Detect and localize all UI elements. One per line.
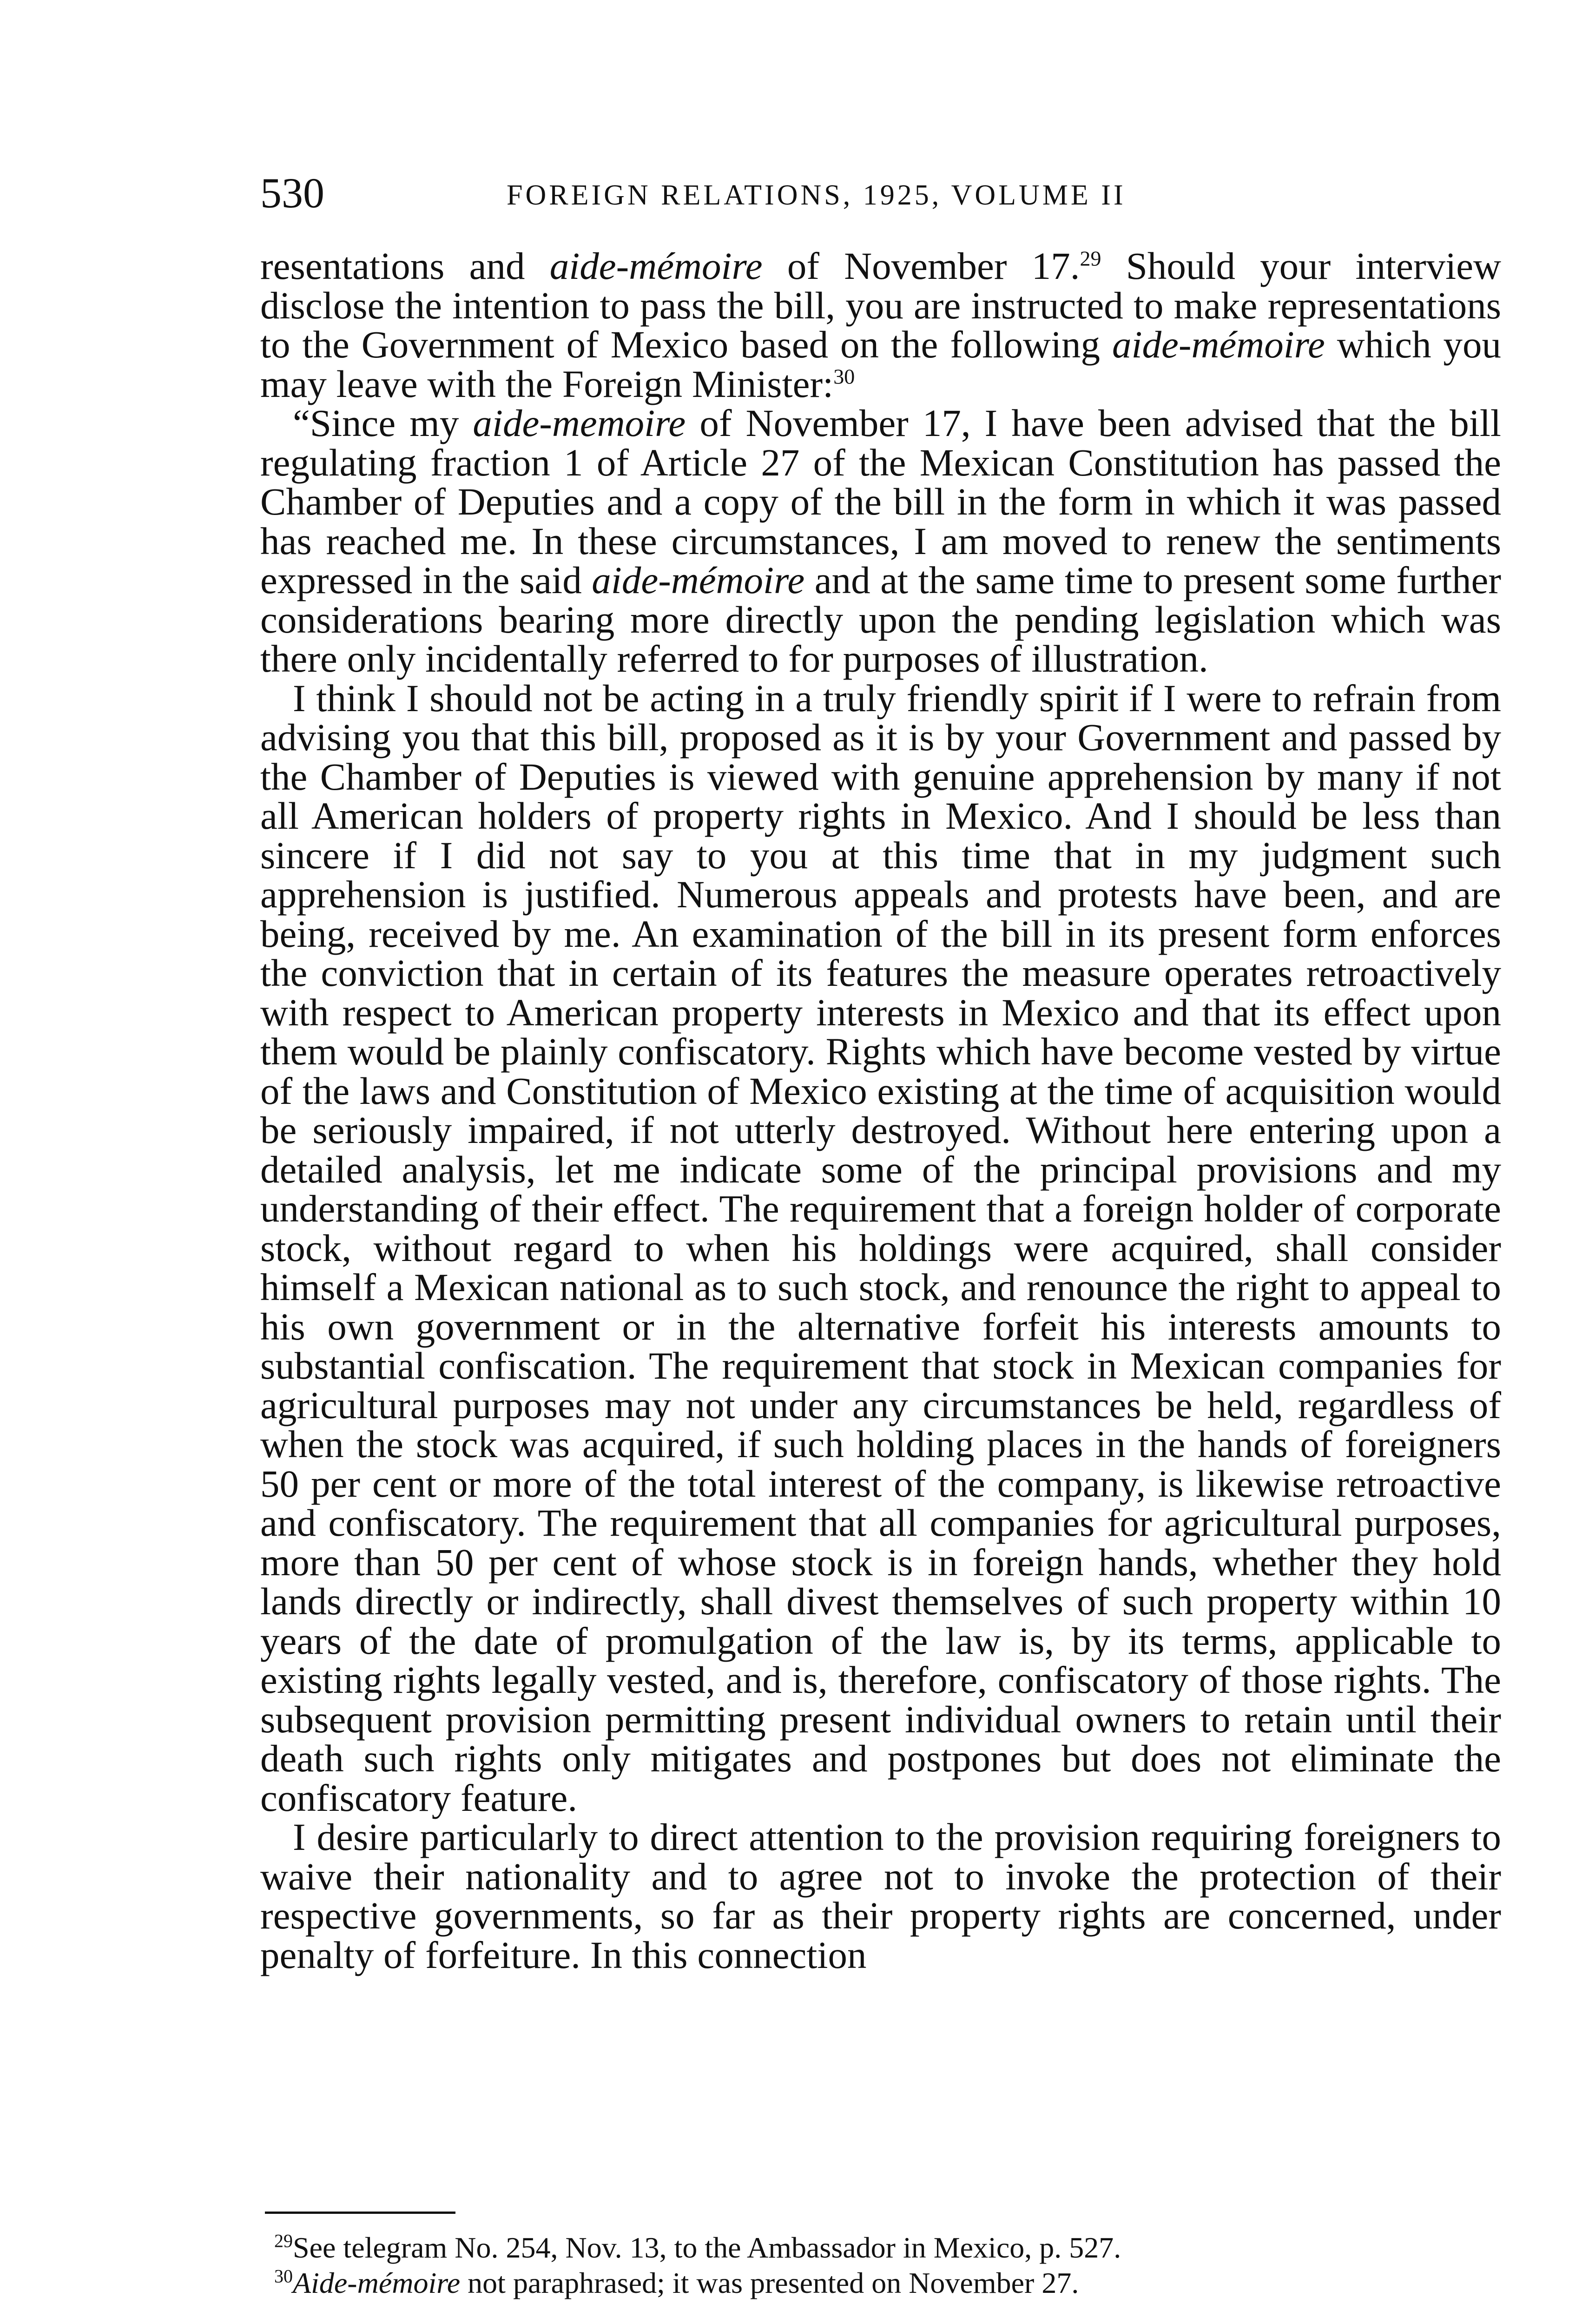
paragraph-instructions	[260, 246, 1501, 403]
page-header	[260, 167, 1496, 218]
italic-term: aide-mémoire	[1112, 323, 1325, 366]
paragraph-quote-opening	[260, 403, 1501, 679]
footnotes	[274, 2230, 1483, 2301]
footnote-ref-29: 29	[1080, 246, 1101, 271]
italic-term: aide-mémoire	[592, 559, 805, 601]
footnote-mark: 29	[274, 2230, 293, 2251]
footnote-29	[274, 2230, 1483, 2265]
paragraph-apprehension: I think I should not be acting in a truly friendly spirit if I were to refrain from advising you that this bill, proposed as it is by your Government and passed by the Chamber of Deputies is viewed with genuine apprehension by many if not all American holders of property rights in Mexico. And I should be less than sincere if I did not say to you at this time that in my judgment such apprehension is justified. Numerous appeals and protests have been, and are being, received by me. An examination of the bill in its present form enforces the conviction that in certain of its features the measure operates retroactively with respect to American property interests in Mexico and that its effect upon them would be plainly confiscatory. Rights which have become vested by virtue of the laws and Constitution of Mexico existing at the time of acquisition would be seriously impaired, if not utterly destroyed. Without here entering upon a detailed analysis, let me indicate some of the principal provisions and my understanding of their effect. The requirement that a foreign holder of corporate stock, without regard to when his holdings were acquired, shall consider himself a Mexican national as to such stock, and renounce the right to appeal to his own government or in the alternative forfeit his interests amounts to substantial confiscation. The requirement that stock in Mexican companies for agricultural purposes may not under any circumstances be held, regardless of when the stock was acquired, if such holding places in the hands of foreigners 50 per cent or more of the total interest of the company, is likewise retroactive and confiscatory. The requirement that all companies for agricultural purposes, more than 50 per cent of whose stock is in foreign hands, whether they hold lands directly or indirectly, shall divest themselves of such property within 10 years of the date of promulgation of the law is, by its terms, applicable to existing rights legally vested, and is, therefore, confiscatory of those rights. The subsequent provision permitting present individual owners to retain until their death such rights only mitigates and postpones but does not eliminate the confiscatory feature.	[260, 676, 1501, 1819]
paragraph-nationality: I desire particularly to direct attention to the provision requiring foreigners to waive their nationality and to agree not to invoke the protection of their respective governments, so far as their property rights are concerned, under penalty of forfeiture. In this connection	[260, 1816, 1501, 1976]
page-number: 530	[260, 169, 324, 217]
text-run: of November 17, I have been advised that the bill regulating fraction 1 of Article 27 of the Mexican Constitution has passed the Chamber of Deputies and a copy of the bill in the form in which it was passed has reached me. In these circumstances, I am moved to renew the sentiments expressed in the said	[260, 402, 1501, 601]
italic-term: aide-mémoire	[549, 244, 763, 287]
body-text	[260, 246, 1501, 1974]
italic-term: Aide-mémoire	[293, 2266, 461, 2299]
footnote-30	[274, 2265, 1483, 2301]
footnote-mark: 30	[274, 2265, 293, 2287]
text-run: “Since my	[293, 402, 473, 444]
footnote-divider	[265, 2212, 455, 2214]
footnote-text: See telegram No. 254, Nov. 13, to the Ambassador in Mexico, p. 527.	[293, 2231, 1121, 2264]
footnote-ref-30: 30	[833, 364, 855, 388]
italic-term: aide-memoire	[473, 402, 686, 444]
text-run: of November 17.	[762, 244, 1080, 287]
footnote-text: not paraphrased; it was presented on November 27.	[460, 2266, 1079, 2299]
text-run: resentations and	[260, 244, 550, 287]
text-run: and at the same time to present some further considerations bearing more directly upon the pending legislation which was there only incidentally referred to for purposes of illustration.	[260, 559, 1501, 680]
text-run: which you may leave with the Foreign Minister:	[260, 323, 1502, 405]
text-run: Should your interview disclose the intention to pass the bill, you are instructed to make representations to the Government of Mexico based on the following	[260, 244, 1501, 366]
running-head: FOREIGN RELATIONS, 1925, VOLUME II	[507, 179, 1126, 211]
